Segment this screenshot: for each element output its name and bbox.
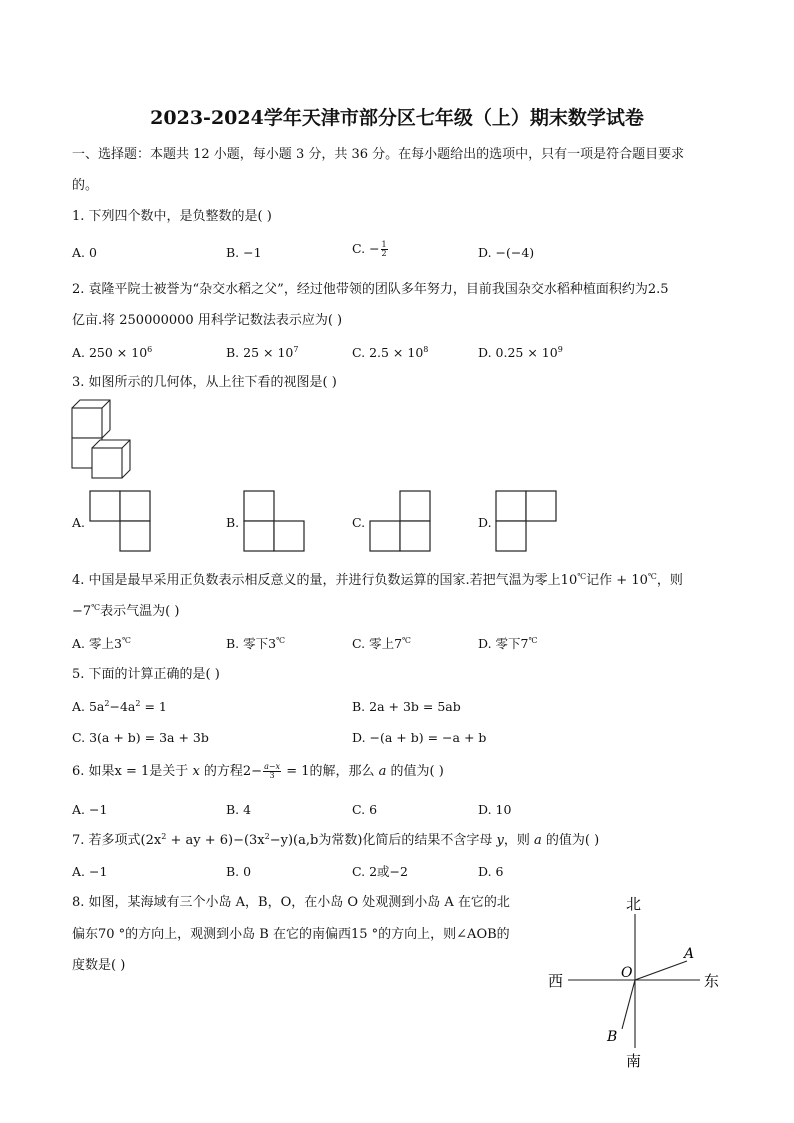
q3-solid-figure — [70, 398, 140, 478]
page-title: 2023-2024学年天津市部分区七年级（上）期末数学试卷 — [150, 107, 644, 129]
q5-option-c: C. 3(a + b) = 3a + 3b — [72, 730, 209, 745]
q4-option-c: C. 零上7℃ — [352, 636, 411, 651]
q1-option-d: D. −(−4) — [478, 245, 535, 260]
q3-option-c-label: C. — [352, 515, 366, 530]
q7-option-b: B. 0 — [226, 864, 252, 879]
q7-option-d: D. 6 — [478, 864, 504, 879]
q4-option-d: D. 零下7℃ — [478, 636, 538, 651]
q6-option-c: C. 6 — [352, 802, 378, 817]
q2-option-c: C. $2.5 \times 10^8$ — [352, 345, 429, 360]
q8-stem-line3: 度数是( ) — [72, 958, 126, 973]
q4-stem-line2: −7℃表示气温为( ) — [72, 603, 180, 619]
q3-option-d-label: D. — [478, 515, 492, 530]
point-a-label: A — [684, 946, 695, 962]
q4-stem-line1: 4. 中国是最早采用正负数表示相反意义的量，并进行负数运算的国家.若把气温为零上10℃记作 + 10℃，则 — [72, 572, 683, 588]
ray-oa — [635, 961, 687, 980]
north-label: 北 — [626, 895, 642, 913]
east-label: 东 — [704, 972, 720, 990]
q7-stem: 7. 若多项式($2x^2$ + ay + $6)-(3x^2-y)(a,b$为常数)化简后的结果不含字母 y，则 a 的值为( ) — [72, 832, 600, 848]
q7-option-c: C. 2或−2 — [352, 864, 408, 879]
q2-stem-line1: 2. 袁隆平院士被誉为“杂交水稻之父”，经过他带领的团队多年努力，目前我国杂交水稻种植面积约为2.5 — [72, 282, 669, 297]
q8-stem-line1: 8. 如图，某海域有三个小岛 A，B，O，在小岛 O 处观测到小岛 A 在它的北 — [72, 895, 510, 910]
q1-option-a: A. 0 — [72, 245, 97, 260]
q1-stem: 1. 下列四个数中，是负整数的是( ) — [72, 209, 272, 224]
q5-option-d: D. −(a + b) = −a + b — [352, 730, 487, 745]
q2-stem-line2: 亿亩.将 250000000 用科学记数法表示应为( ) — [72, 313, 343, 328]
point-o-label: O — [621, 965, 633, 981]
q6-option-d: D. 10 — [478, 802, 512, 817]
q6-option-b: B. 4 — [226, 802, 252, 817]
section-instructions-line2: 的。 — [72, 178, 99, 193]
q3-stem: 3. 如图所示的几何体，从上往下看的视图是( ) — [72, 375, 337, 390]
q5-option-a: A. $5a^2-4a^2 = 1$ — [72, 699, 167, 714]
q3-option-c-figure — [369, 490, 431, 552]
q2-option-b: B. $25 \times 10^7$ — [226, 345, 299, 360]
q6-stem: 6. 如果x = 1是关于 x 的方程2− $\frac{a-x}{3}$ = 1的解，那么 a 的值为( ) — [72, 762, 444, 780]
q6-option-a: A. −1 — [72, 802, 108, 817]
ray-ob — [622, 980, 635, 1029]
q3-option-d-figure — [495, 490, 557, 552]
q8-stem-line2: 偏东70 °的方向上，观测到小岛 B 在它的南偏西15 °的方向上，则∠AOB的 — [72, 927, 510, 942]
west-label: 西 — [548, 972, 564, 990]
q2-option-d: D. $0.25 \times 10^9$ — [478, 345, 563, 360]
q3-option-a-figure — [89, 490, 151, 552]
q3-option-b-label: B. — [226, 515, 240, 530]
q3-option-b-figure — [243, 490, 305, 552]
section-instructions-line1: 一、选择题：本题共 12 小题，每小题 3 分，共 36 分。在每小题给出的选项中，只有一项是符合题目要求 — [72, 147, 685, 162]
south-label: 南 — [626, 1052, 642, 1070]
q2-option-a: A. $250 \times 10^6$ — [72, 345, 153, 360]
q7-option-a: A. −1 — [72, 864, 108, 879]
q4-option-b: B. 零下3℃ — [226, 636, 286, 651]
q1-option-b: B. −1 — [226, 245, 262, 260]
q4-option-a: A. 零上3℃ — [72, 636, 131, 651]
q1-option-c: C. − $\frac{1}{2}$ — [352, 240, 387, 258]
q3-option-a-label: A. — [72, 515, 86, 530]
q5-option-b: B. 2a + 3b = 5ab — [352, 699, 461, 714]
point-b-label: B — [607, 1029, 618, 1045]
q5-stem: 5. 下面的计算正确的是( ) — [72, 667, 220, 682]
q8-compass-diagram — [540, 890, 730, 1075]
